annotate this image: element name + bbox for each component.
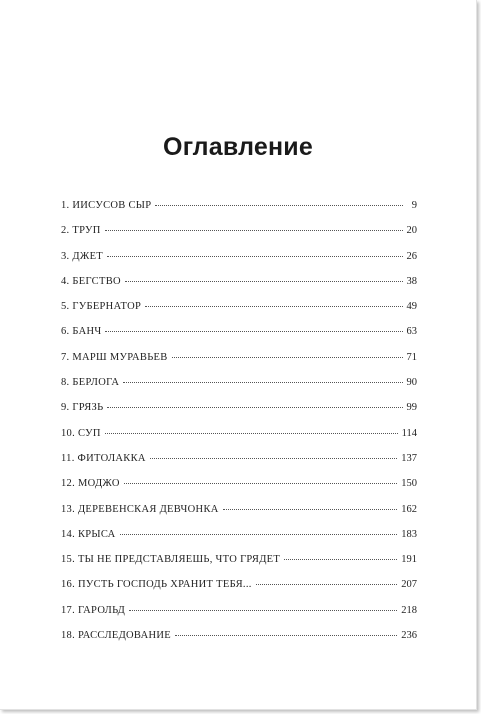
dot-leader bbox=[105, 433, 398, 434]
toc-entry[interactable] bbox=[61, 554, 417, 579]
dot-leader bbox=[256, 584, 398, 585]
toc-entry-page-number: 90 bbox=[406, 377, 417, 389]
dot-leader bbox=[150, 458, 397, 459]
toc-entry-title: 13. ДЕРЕВЕНСКАЯ ДЕВЧОНКА bbox=[61, 503, 219, 515]
toc-entry-title: 16. ПУСТЬ ГОСПОДЬ ХРАНИТ ТЕБЯ... bbox=[61, 579, 252, 591]
dot-leader bbox=[125, 281, 403, 282]
toc-entry[interactable] bbox=[61, 225, 417, 250]
toc-entry[interactable] bbox=[61, 579, 417, 604]
toc-entry-title: 9. ГРЯЗЬ bbox=[61, 402, 104, 414]
toc-entry-title: 8. БЕРЛОГА bbox=[61, 377, 120, 389]
toc-entry-page-number: 191 bbox=[401, 554, 417, 566]
toc-entry-title: 11. ФИТОЛАККА bbox=[61, 452, 146, 464]
toc-entry[interactable] bbox=[61, 301, 417, 326]
page-title: Оглавление bbox=[163, 133, 313, 161]
toc-entry[interactable] bbox=[61, 200, 417, 225]
toc-entry-page-number: 162 bbox=[401, 503, 417, 515]
dot-leader bbox=[124, 483, 398, 484]
dot-leader bbox=[129, 610, 397, 611]
dot-leader bbox=[107, 407, 402, 408]
toc-entry-title: 3. ДЖЕТ bbox=[61, 250, 103, 262]
toc-entry-page-number: 9 bbox=[411, 200, 417, 211]
toc-entry-page-number: 207 bbox=[401, 579, 417, 591]
toc-entry-page-number: 26 bbox=[406, 250, 417, 262]
toc-entry[interactable] bbox=[61, 326, 417, 351]
toc-entry-title: 17. ГАРОЛЬД bbox=[61, 604, 126, 616]
toc-entry-title: 4. БЕГСТВО bbox=[61, 275, 121, 287]
dot-leader bbox=[175, 635, 397, 636]
toc-entry[interactable] bbox=[61, 377, 417, 402]
toc-entry-title: 15. ТЫ НЕ ПРЕДСТАВЛЯЕШЬ, ЧТО ГРЯДЕТ bbox=[61, 554, 281, 566]
toc-entry[interactable] bbox=[61, 352, 417, 377]
toc-entry-page-number: 137 bbox=[401, 452, 417, 464]
toc-entry-page-number: 20 bbox=[406, 225, 417, 237]
toc-entry-title: 6. БАНЧ bbox=[61, 326, 102, 338]
toc-entry[interactable] bbox=[61, 504, 417, 529]
dot-leader bbox=[107, 256, 403, 257]
toc-entry-page-number: 71 bbox=[406, 351, 417, 363]
toc-entry-page-number: 49 bbox=[406, 301, 417, 313]
toc-entry-title: 10. СУП bbox=[61, 427, 101, 439]
table-of-contents bbox=[61, 200, 417, 655]
toc-entry-title: 18. РАССЛЕДОВАНИЕ bbox=[61, 630, 171, 642]
toc-entry-title: 1. ИИСУСОВ СЫР bbox=[61, 200, 152, 211]
toc-entry[interactable] bbox=[61, 276, 417, 301]
toc-entry-page-number: 183 bbox=[401, 528, 417, 540]
toc-entry-page-number: 114 bbox=[401, 427, 417, 439]
toc-entry-page-number: 99 bbox=[406, 402, 417, 414]
toc-entry-title: 2. ТРУП bbox=[61, 225, 101, 237]
toc-entry-page-number: 63 bbox=[406, 326, 417, 338]
toc-entry-page-number: 236 bbox=[401, 630, 417, 642]
dot-leader bbox=[105, 230, 403, 231]
toc-entry[interactable] bbox=[61, 428, 417, 453]
toc-entry[interactable] bbox=[61, 630, 417, 655]
toc-entry[interactable] bbox=[61, 453, 417, 478]
dot-leader bbox=[155, 205, 403, 206]
toc-entry[interactable] bbox=[61, 402, 417, 427]
dot-leader bbox=[172, 357, 403, 358]
dot-leader bbox=[145, 306, 402, 307]
toc-entry-title: 12. МОДЖО bbox=[61, 478, 120, 490]
toc-entry[interactable] bbox=[61, 605, 417, 630]
toc-entry-page-number: 150 bbox=[401, 478, 417, 490]
toc-entry-page-number: 38 bbox=[406, 275, 417, 287]
toc-entry[interactable] bbox=[61, 529, 417, 554]
dot-leader bbox=[123, 382, 402, 383]
toc-entry[interactable] bbox=[61, 478, 417, 503]
dot-leader bbox=[284, 559, 397, 560]
dot-leader bbox=[223, 509, 398, 510]
toc-entry-title: 5. ГУБЕРНАТОР bbox=[61, 301, 142, 313]
toc-entry-page-number: 218 bbox=[401, 604, 417, 616]
toc-entry[interactable] bbox=[61, 251, 417, 276]
toc-entry-title: 7. МАРШ МУРАВЬЕВ bbox=[61, 351, 168, 363]
dot-leader bbox=[105, 331, 402, 332]
dot-leader bbox=[120, 534, 398, 535]
toc-entry-title: 14. КРЫСА bbox=[61, 528, 116, 540]
